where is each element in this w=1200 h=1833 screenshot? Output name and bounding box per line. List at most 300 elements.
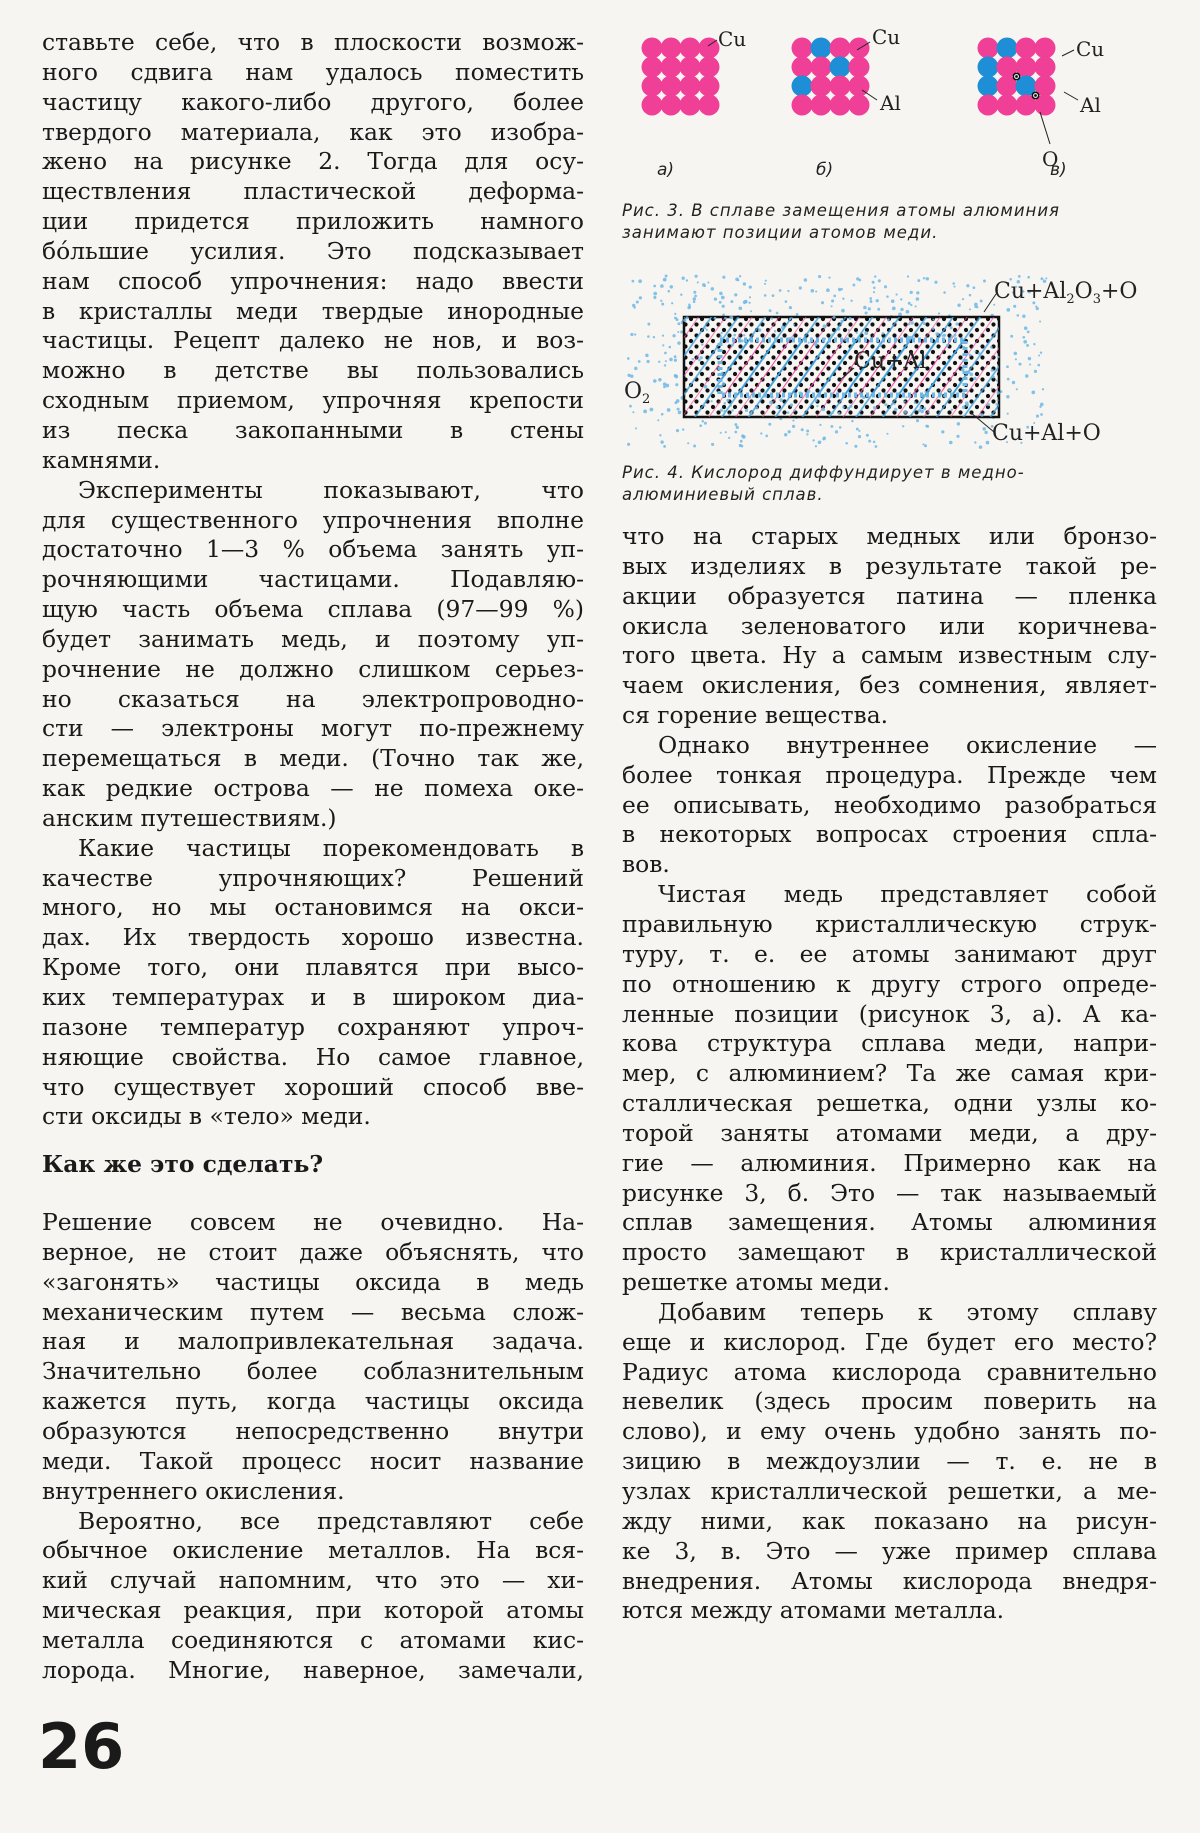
oxygen-dot: [957, 422, 960, 425]
oxygen-dot: [723, 410, 726, 413]
text-line: рочняющими частицами. Подавляю-: [42, 565, 584, 594]
oxygen-dot: [704, 422, 707, 425]
oxygen-dot: [862, 396, 865, 399]
oxygen-dot: [910, 304, 912, 306]
oxygen-atom-core: [1015, 75, 1018, 78]
aluminum-atom: [792, 76, 813, 97]
oxygen-dot: [790, 403, 793, 406]
oxygen-dot: [796, 313, 799, 316]
text-line: правильную кристаллическую струк-: [622, 909, 1157, 938]
copper-atom: [699, 95, 720, 116]
oxygen-dot: [986, 441, 990, 445]
oxygen-dot: [837, 328, 840, 331]
oxygen-dot: [719, 292, 723, 296]
text-line: зицию в междоузлии — т. е. не в: [622, 1447, 1157, 1476]
oxygen-dot: [745, 409, 748, 412]
oxygen-dot: [886, 433, 888, 435]
oxygen-dot: [943, 394, 946, 397]
text-line: жду ними, как показано на рисун-: [622, 1506, 1157, 1535]
text-line: бо́льшие усилия. Это подсказывает: [42, 236, 584, 265]
text-line: мер, с алюминием? Та же самая кри-: [622, 1059, 1157, 1088]
paragraph: [42, 476, 584, 834]
text-line: сти — электроны могут по-прежнему: [42, 714, 584, 743]
oxygen-dot: [677, 331, 679, 333]
paragraph: [42, 28, 584, 476]
oxygen-dot: [917, 279, 920, 282]
oxygen-dot: [1006, 365, 1009, 368]
text-line: по отношению к другу строго опреде-: [622, 969, 1157, 998]
oxygen-dot: [692, 358, 695, 361]
text-line: гие — алюминия. Примерно как на: [622, 1148, 1157, 1177]
oxygen-dot: [731, 317, 733, 319]
oxygen-dot: [627, 357, 630, 360]
oxygen-dot: [848, 329, 850, 331]
oxygen-dot: [805, 395, 808, 398]
oxygen-dot: [844, 339, 847, 342]
oxygen-dot: [864, 331, 868, 335]
oxygen-dot: [819, 424, 821, 426]
oxygen-dot: [842, 298, 844, 300]
oxygen-dot: [1007, 378, 1010, 381]
lattice-pure-copper: [642, 38, 720, 116]
oxygen-dot: [991, 388, 993, 390]
oxygen-dot: [793, 324, 795, 326]
figure-3: [622, 28, 1157, 242]
oxygen-dot: [840, 320, 842, 322]
oxygen-dot: [1040, 413, 1043, 416]
oxygen-dot: [678, 411, 682, 415]
oxygen-dot: [950, 326, 953, 329]
text-line: из песка закопанными в стены: [42, 415, 584, 444]
copper-atom: [1035, 57, 1056, 78]
oxygen-dot: [904, 401, 906, 403]
text-line: ная и малопривлекательная задача.: [42, 1327, 584, 1356]
oxygen-dot: [665, 275, 668, 278]
oxygen-dot: [659, 434, 661, 436]
copper-atom: [661, 38, 682, 59]
oxygen-dot: [1006, 395, 1009, 398]
text-line: мическая реакция, при которой атомы: [42, 1596, 584, 1625]
oxygen-dot: [693, 297, 696, 300]
oxygen-dot: [875, 445, 878, 448]
text-line: образуются непосредственно внутри: [42, 1416, 584, 1445]
oxygen-dot: [676, 429, 679, 432]
oxygen-dot: [831, 305, 833, 307]
oxygen-dot: [764, 294, 767, 297]
oxygen-dot: [932, 319, 934, 321]
copper-atom: [792, 57, 813, 78]
text-line: обычное окисление металлов. На вся-: [42, 1536, 584, 1565]
oxygen-dot: [750, 412, 753, 415]
text-line: вых изделиях в результате такой ре-: [622, 551, 1157, 580]
text-line: нам способ упрочнения: надо ввести: [42, 266, 584, 295]
oxygen-dot: [789, 306, 792, 309]
oxygen-dot: [749, 286, 752, 289]
text-line: ществления пластической деформа-: [42, 177, 584, 206]
oxygen-dot: [674, 313, 676, 315]
copper-atom: [661, 95, 682, 116]
oxygen-dot: [638, 279, 642, 283]
oxygen-dot: [722, 276, 725, 279]
oxygen-dot: [906, 396, 908, 398]
oxygen-dot: [908, 302, 911, 305]
paragraph: [622, 522, 1157, 731]
text-line: невелик (здесь просим поверить на: [622, 1387, 1157, 1416]
oxygen-dot: [789, 318, 792, 321]
oxygen-dot: [934, 281, 937, 284]
oxygen-dot: [969, 354, 972, 357]
oxygen-dot: [866, 434, 869, 437]
oxygen-dot: [863, 306, 867, 310]
oxygen-dot: [725, 431, 727, 433]
oxygen-dot: [748, 302, 750, 304]
oxygen-atom-core: [1034, 94, 1037, 97]
figure-3-caption: Рис. 3. В сплаве замещения атомы алюминия занимают позиции атомов меди.: [622, 201, 1060, 242]
oxygen-dot: [739, 275, 741, 277]
oxygen-dot: [722, 305, 725, 308]
oxygen-dot: [973, 286, 976, 289]
copper-atom: [642, 57, 663, 78]
oxygen-dot: [873, 291, 875, 293]
oxygen-dot: [926, 277, 929, 280]
oxygen-dot: [793, 409, 795, 411]
oxygen-dot: [900, 308, 903, 311]
oxygen-dot: [932, 327, 935, 330]
oxygen-dot: [983, 280, 986, 283]
oxygen-dot: [884, 285, 887, 288]
oxygen-dot: [771, 396, 774, 399]
text-line: решетке атомы меди.: [622, 1268, 890, 1297]
oxygen-dot: [760, 432, 762, 434]
oxygen-dot: [789, 337, 792, 340]
aluminum-atom: [811, 38, 832, 59]
oxygen-dot: [785, 300, 788, 303]
oxygen-dot: [910, 321, 913, 324]
text-line: просто замещают в кристаллической: [622, 1238, 1157, 1267]
copper-atom: [661, 57, 682, 78]
oxygen-dot: [662, 344, 664, 346]
oxygen-dot: [741, 339, 744, 342]
oxygen-dot: [721, 372, 724, 375]
left-column: [42, 28, 584, 1686]
oxygen-dot: [653, 336, 655, 338]
oxygen-dot: [704, 362, 707, 365]
figure-4: [622, 272, 1157, 522]
oxygen-dot: [938, 312, 940, 314]
oxygen-dot: [831, 299, 834, 302]
text-line: что существует хороший способ вве-: [42, 1072, 584, 1101]
oxygen-dot: [815, 445, 817, 447]
label-cu-a: Cu: [718, 28, 747, 51]
oxygen-dot: [833, 316, 836, 319]
oxygen-dot: [961, 368, 965, 372]
oxygen-dot: [1034, 370, 1037, 373]
oxygen-dot: [672, 334, 675, 337]
oxygen-dot: [966, 284, 969, 287]
oxygen-dot: [965, 371, 969, 375]
oxygen-dot: [749, 296, 751, 298]
oxygen-dot: [742, 435, 746, 439]
oxygen-dot: [845, 442, 848, 445]
oxygen-dot: [812, 439, 814, 441]
copper-atom: [680, 95, 701, 116]
oxygen-dot: [856, 428, 859, 431]
oxygen-dot: [850, 300, 852, 302]
paragraph: [622, 1298, 1157, 1626]
oxygen-dot: [677, 408, 680, 411]
text-line: будет занимать медь, и поэтому уп-: [42, 624, 584, 653]
oxygen-dot: [719, 301, 722, 304]
oxygen-dot: [923, 322, 926, 325]
copper-atom: [1035, 38, 1056, 59]
oxygen-dot: [922, 394, 925, 397]
oxygen-dot: [663, 382, 667, 386]
oxygen-dot: [1015, 358, 1017, 360]
oxygen-dot: [906, 310, 910, 314]
oxygen-dot: [650, 408, 654, 412]
text-line: внедрения. Атомы кислорода внедря-: [622, 1566, 1157, 1595]
oxygen-dot: [720, 332, 722, 334]
oxygen-dot: [935, 332, 939, 336]
oxygen-dot: [1029, 363, 1031, 365]
text-line: слово), и ему очень удобно занять по-: [622, 1417, 1157, 1446]
oxygen-dot: [632, 304, 635, 307]
paragraph: [42, 834, 584, 1132]
oxygen-dot: [750, 310, 752, 312]
oxygen-dot: [858, 435, 861, 438]
oxygen-dot: [946, 344, 949, 347]
copper-atom: [830, 95, 851, 116]
oxygen-dot: [647, 323, 650, 326]
copper-atom: [680, 76, 701, 97]
text-line: еще и кислород. Где будет его место?: [622, 1327, 1157, 1356]
oxygen-dot: [787, 411, 790, 414]
oxygen-dot: [711, 443, 714, 446]
oxygen-dot: [1026, 344, 1029, 347]
text-line: но сказаться на электропроводно-: [42, 684, 584, 713]
copper-atom: [849, 95, 870, 116]
oxygen-dot: [680, 294, 682, 296]
oxygen-dot: [731, 344, 734, 347]
oxygen-dot: [665, 360, 667, 362]
oxygen-dot: [676, 399, 680, 403]
oxygen-dot: [915, 305, 917, 307]
oxygen-dot: [910, 291, 913, 294]
oxygen-dot: [969, 308, 971, 310]
oxygen-dot: [653, 379, 657, 383]
text-line: Радиус атома кислорода сравнительно: [622, 1357, 1157, 1386]
oxygen-dot: [769, 309, 772, 312]
text-line: кий случай напомним, что это — хи-: [42, 1566, 584, 1595]
oxygen-dot: [974, 351, 976, 353]
oxygen-dot: [858, 430, 860, 432]
oxygen-dot: [686, 279, 688, 281]
oxygen-dot: [728, 413, 730, 415]
text-line: рочнение не должно слишком серьез-: [42, 654, 584, 683]
oxygen-dot: [663, 386, 666, 389]
label-al-b: Al: [880, 91, 901, 115]
oxygen-dot: [965, 401, 969, 405]
oxygen-dot: [704, 285, 706, 287]
copper-atom: [642, 76, 663, 97]
oxygen-dot: [653, 296, 656, 299]
oxygen-dot: [987, 403, 990, 406]
section-heading: Как же это сделать?: [42, 1150, 324, 1179]
text-line: что на старых медных или бронзо-: [622, 522, 1157, 550]
figure-4-diagram: [622, 272, 1157, 452]
text-line: сплав замещения. Атомы алюминия: [622, 1208, 1157, 1237]
copper-atom: [792, 95, 813, 116]
oxygen-dot: [876, 299, 879, 302]
oxygen-dot: [661, 303, 664, 306]
oxygen-dot: [627, 443, 630, 446]
oxygen-dot: [701, 343, 703, 345]
text-line: Кроме того, они плавятся при высо-: [42, 953, 584, 982]
oxygen-dot: [1037, 364, 1040, 367]
oxygen-dot: [779, 398, 783, 402]
oxygen-dot: [841, 288, 843, 290]
oxygen-dot: [731, 409, 733, 411]
oxygen-dot: [634, 333, 636, 335]
oxygen-dot: [677, 322, 680, 325]
oxygen-dot: [769, 401, 773, 405]
oxygen-dot: [662, 334, 664, 336]
oxygen-dot: [916, 297, 920, 301]
oxygen-dot: [886, 295, 889, 298]
oxygen-dot: [826, 288, 830, 292]
oxygen-dot: [807, 389, 811, 393]
oxygen-dot: [765, 435, 768, 438]
oxygen-dot: [734, 293, 737, 296]
label-cu-c: Cu: [1076, 37, 1105, 61]
oxygen-dot: [1025, 374, 1029, 378]
oxygen-dot: [860, 414, 862, 416]
oxygen-dot: [806, 430, 809, 433]
oxygen-dot: [693, 445, 696, 448]
oxygen-dot: [738, 337, 740, 339]
oxygen-dot: [720, 409, 723, 412]
oxygen-dot: [1012, 381, 1015, 384]
oxygen-dot: [874, 275, 876, 277]
oxygen-dot: [693, 301, 696, 304]
oxygen-dot: [815, 341, 817, 343]
oxygen-dot: [658, 361, 660, 363]
paragraph: [42, 1208, 584, 1506]
copper-atom: [978, 38, 999, 59]
oxygen-dot: [822, 438, 825, 441]
oxygen-dot: [923, 407, 926, 410]
oxygen-dot: [816, 405, 818, 407]
copper-atom: [642, 38, 663, 59]
oxygen-dot: [907, 275, 909, 277]
oxygen-dot: [1028, 357, 1031, 360]
oxygen-dot: [833, 295, 836, 298]
oxygen-dot: [632, 280, 635, 283]
oxygen-dot: [686, 316, 689, 319]
copper-atom: [661, 76, 682, 97]
oxygen-dot: [882, 332, 885, 335]
oxygen-dot: [657, 419, 659, 421]
text-line: перемещаться в меди. (Точно так же,: [42, 744, 584, 773]
oxygen-dot: [877, 308, 880, 311]
oxygen-dot: [898, 313, 902, 317]
oxygen-dot: [643, 410, 647, 414]
oxygen-dot: [963, 346, 965, 348]
oxygen-dot: [878, 279, 881, 282]
oxygen-dot: [973, 377, 976, 380]
oxygen-dot: [949, 389, 951, 391]
oxygen-dot: [676, 318, 679, 321]
oxygen-dot: [682, 428, 684, 430]
oxygen-dot: [630, 374, 633, 377]
oxygen-dot: [815, 399, 818, 402]
text-line: можно в детстве вы пользовались: [42, 356, 584, 385]
oxygen-dot: [740, 440, 743, 443]
text-line: кажется путь, когда частицы оксида: [42, 1387, 584, 1416]
oxygen-dot: [939, 393, 942, 396]
text-line: узлах кристаллической решетки, а ме-: [622, 1477, 1157, 1505]
oxygen-dot: [736, 426, 739, 429]
oxygen-dot: [787, 290, 789, 292]
oxygen-dot: [828, 276, 830, 278]
oxygen-dot: [635, 427, 637, 429]
oxygen-dot: [776, 406, 779, 409]
oxygen-dot: [668, 290, 671, 293]
oxygen-dot: [674, 375, 678, 379]
oxygen-dot: [1010, 335, 1013, 338]
oxygen-dot: [664, 352, 667, 355]
label-bottom: Cu+Al+O: [992, 421, 1101, 446]
oxygen-dot: [1014, 352, 1018, 356]
oxygen-dot: [792, 420, 794, 422]
text-line: более тонкая процедура. Прежде чем: [622, 760, 1157, 789]
oxygen-dot: [974, 303, 978, 307]
oxygen-dot: [661, 413, 664, 416]
figure-3-diagram: [622, 28, 1157, 178]
text-line: ции придется приложить намного: [42, 207, 584, 236]
oxygen-dot: [992, 376, 995, 379]
oxygen-dot: [680, 331, 683, 334]
oxygen-dot: [949, 441, 953, 445]
text-line: Решение совсем не очевидно. На-: [42, 1208, 584, 1237]
label-outer: $Cu+Al_2O_3+O$: [994, 279, 1138, 307]
oxygen-dot: [818, 441, 822, 445]
text-line: пазоне температур сохраняют упроч-: [42, 1012, 584, 1041]
oxygen-dot: [734, 431, 737, 434]
oxygen-dot: [758, 328, 762, 332]
oxygen-dot: [887, 318, 890, 321]
oxygen-dot: [694, 295, 697, 298]
copper-atom: [830, 76, 851, 97]
oxygen-dot: [711, 287, 714, 290]
oxygen-dot: [815, 290, 817, 292]
right-column: [622, 28, 1157, 1626]
oxygen-dot: [799, 392, 802, 395]
oxygen-dot: [1040, 403, 1044, 407]
oxygen-dot: [951, 409, 953, 411]
aluminum-atom: [978, 76, 999, 97]
oxygen-dot: [764, 283, 766, 285]
oxygen-dot: [730, 405, 732, 407]
text-line: достаточно 1—3 % объема занять уп-: [42, 535, 584, 564]
copper-atom: [642, 95, 663, 116]
text-line: ленные позиции (рисунок 3, а). А ка-: [622, 999, 1157, 1028]
oxygen-dot: [1040, 351, 1042, 353]
oxygen-dot: [884, 403, 887, 406]
oxygen-dot: [830, 425, 833, 428]
oxygen-dot: [693, 291, 696, 294]
copper-atom: [811, 57, 832, 78]
